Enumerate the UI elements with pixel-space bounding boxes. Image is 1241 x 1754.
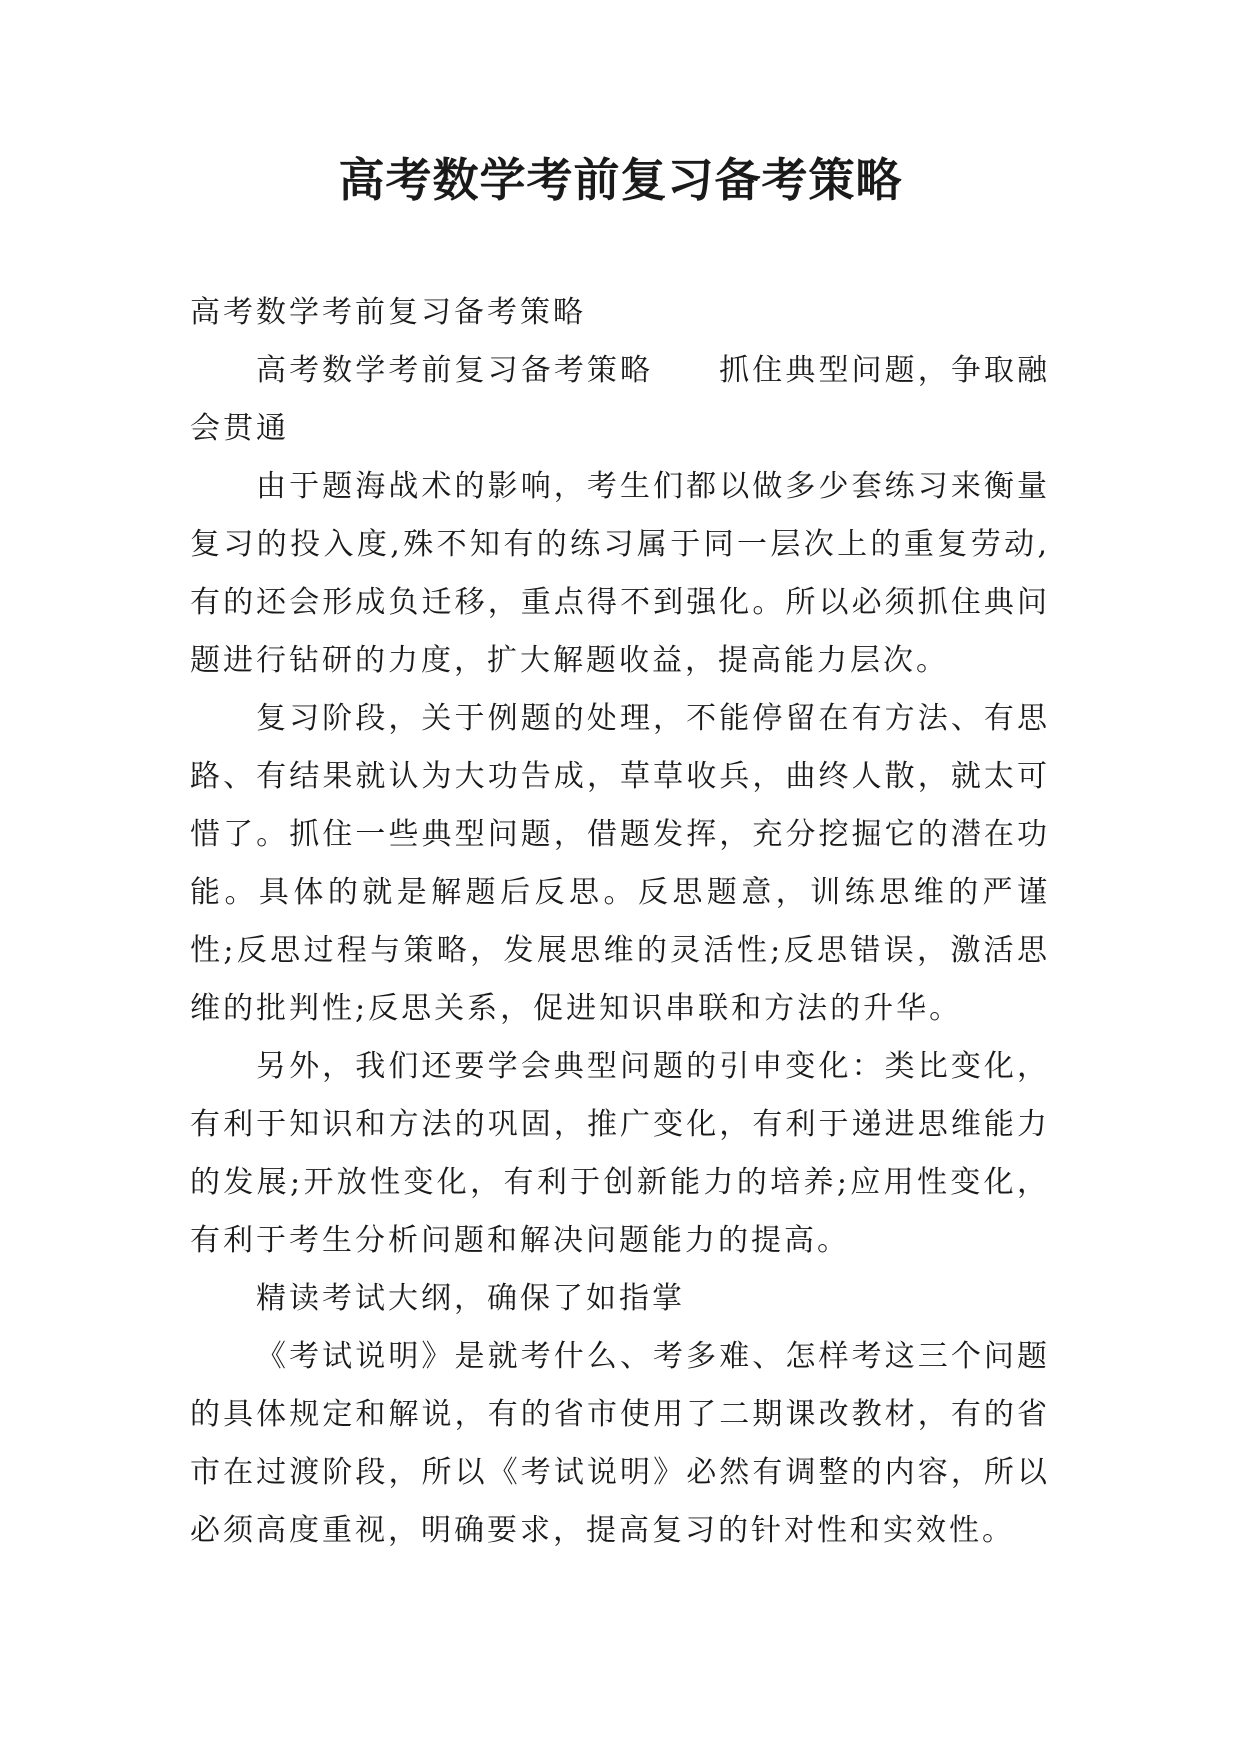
intro-paragraph (190, 342, 1050, 458)
document-title: 高考数学考前复习备考策略 (338, 153, 903, 207)
intro-title-text: 高考数学考前复习备考策略 (256, 353, 654, 388)
body-paragraph-1: 由于题海战术的影响，考生们都以做多少套练习来衡量复习的投入度,殊不知有的练习属于同一层次上的重复劳动,有的还会形成负迁移，重点得不到强化。所以必须抓住典问题进行钻研的力度，扩大解题收益，提高能力层次。 (190, 469, 1050, 678)
intro-heading-text: 抓住典型问题，争取融会贯通 (190, 353, 1051, 446)
document-subtitle: 高考数学考前复习备考策略 (190, 295, 586, 330)
section-heading: 精读考试大纲，确保了如指掌 (256, 1281, 685, 1316)
body-paragraph-4: 《考试说明》是就考什么、考多难、怎样考这三个问题的具体规定和解说，有的省市使用了二期课改教材，有的省市在过渡阶段，所以《考试说明》必然有调整的内容，所以必须高度重视，明确要求，提高复习的针对性和实效性。 (190, 1339, 1050, 1548)
body-paragraph-3: 另外，我们还要学会典型问题的引申变化：类比变化，有利于知识和方法的巩固，推广变化，有利于递进思维能力的发展;开放性变化，有利于创新能力的培养;应用性变化，有利于考生分析问题和解决问题能力的提高。 (190, 1049, 1050, 1258)
document-body (190, 284, 1050, 1560)
body-paragraph-2: 复习阶段，关于例题的处理，不能停留在有方法、有思路、有结果就认为大功告成，草草收兵，曲终人散，就太可惜了。抓住一些典型问题，借题发挥，充分挖掘它的潜在功能。具体的就是解题后反思。反思题意，训练思维的严谨性;反思过程与策略，发展思维的灵活性;反思错误，激活思维的批判性;反思关系，促进知识串联和方法的升华。 (190, 701, 1050, 1026)
